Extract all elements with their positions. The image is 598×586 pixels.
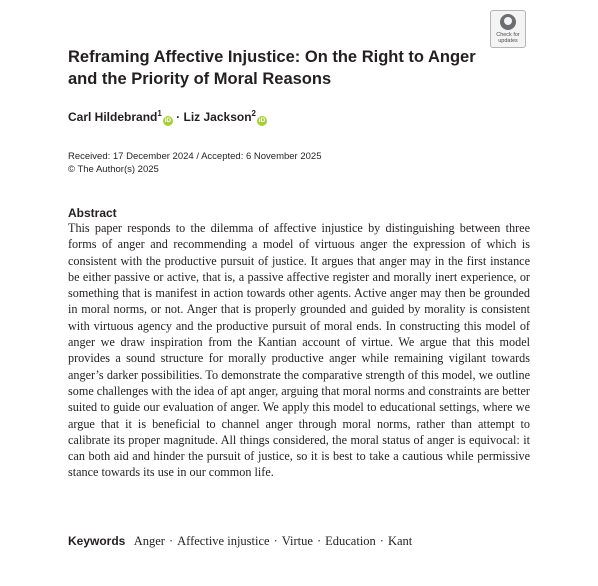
author-list [68, 109, 267, 126]
keyword-separator: · [379, 534, 384, 548]
keyword-item: Affective injustice [177, 534, 270, 548]
check-for-updates-label: Check for updates [496, 32, 520, 44]
orcid-icon[interactable]: iD [258, 117, 266, 124]
keywords-section [68, 534, 412, 549]
keywords-list [134, 534, 413, 548]
orcid-icon[interactable]: iD [164, 117, 172, 124]
keyword-separator: · [273, 534, 278, 548]
copyright-notice: © The Author(s) 2025 [68, 164, 159, 175]
abstract-heading: Abstract [68, 206, 117, 220]
paper-title: Reframing Affective Injustice: On the Right to Anger and the Priority of Moral Reasons [68, 48, 476, 88]
author-affiliation: 2 [251, 109, 256, 118]
publication-dates [68, 150, 322, 176]
author-affiliation: 1 [157, 109, 162, 118]
keyword-item: Virtue [281, 534, 313, 548]
keyword-item: Anger [133, 534, 165, 548]
author-name: Carl Hildebrand [68, 110, 158, 124]
abstract-text: This paper responds to the dilemma of affective injustice by distinguishing between three forms of anger and recommending a model of virtuous anger the expression of which is consistent with the productive pursuit of justice. It argues that anger may in the first instance be either passive or active, that is, a passive affective register and morally inert experience, or something that is manifest in action towards other agents. Active anger may then be grounded in moral norms, or not. Anger that is properly grounded and guided by morality is consistent with virtuous agency and the productive pursuit of moral ends. In constructing this model of anger we draw inspiration from the Kantian account of virtue. We argue that this model provides a sound structure for morally productive anger while remaining vigilant towards anger’s darker possibilities. To demonstrate the comparative strength of this model, we outline some challenges with the idea of apt anger, arguing that moral norms and constraints are better suited to guide our evaluation of anger. We apply this model to educational settings, where we argue that it is beneficial to channel anger through moral norms, rather than attempt to calibrate its proper magnitude. All things considered, the moral status of anger is equivocal: it can both aid and hinder the pursuit of justice, so it is best to take a cautious while permissive stance towards its use in our common life. [68, 221, 530, 480]
author-separator: · [176, 110, 181, 124]
check-for-updates-icon [500, 14, 516, 30]
keyword-separator: · [168, 534, 174, 548]
keyword-item: Kant [387, 534, 413, 548]
keyword-separator: · [316, 534, 322, 548]
keyword-item: Education [325, 534, 376, 548]
author-name: Liz Jackson [183, 110, 252, 124]
keywords-label: Keywords [68, 534, 126, 548]
received-accepted-dates: Received: 17 December 2024 / Accepted: 6 November 2025 [68, 151, 322, 162]
check-for-updates-badge[interactable] [490, 10, 526, 48]
